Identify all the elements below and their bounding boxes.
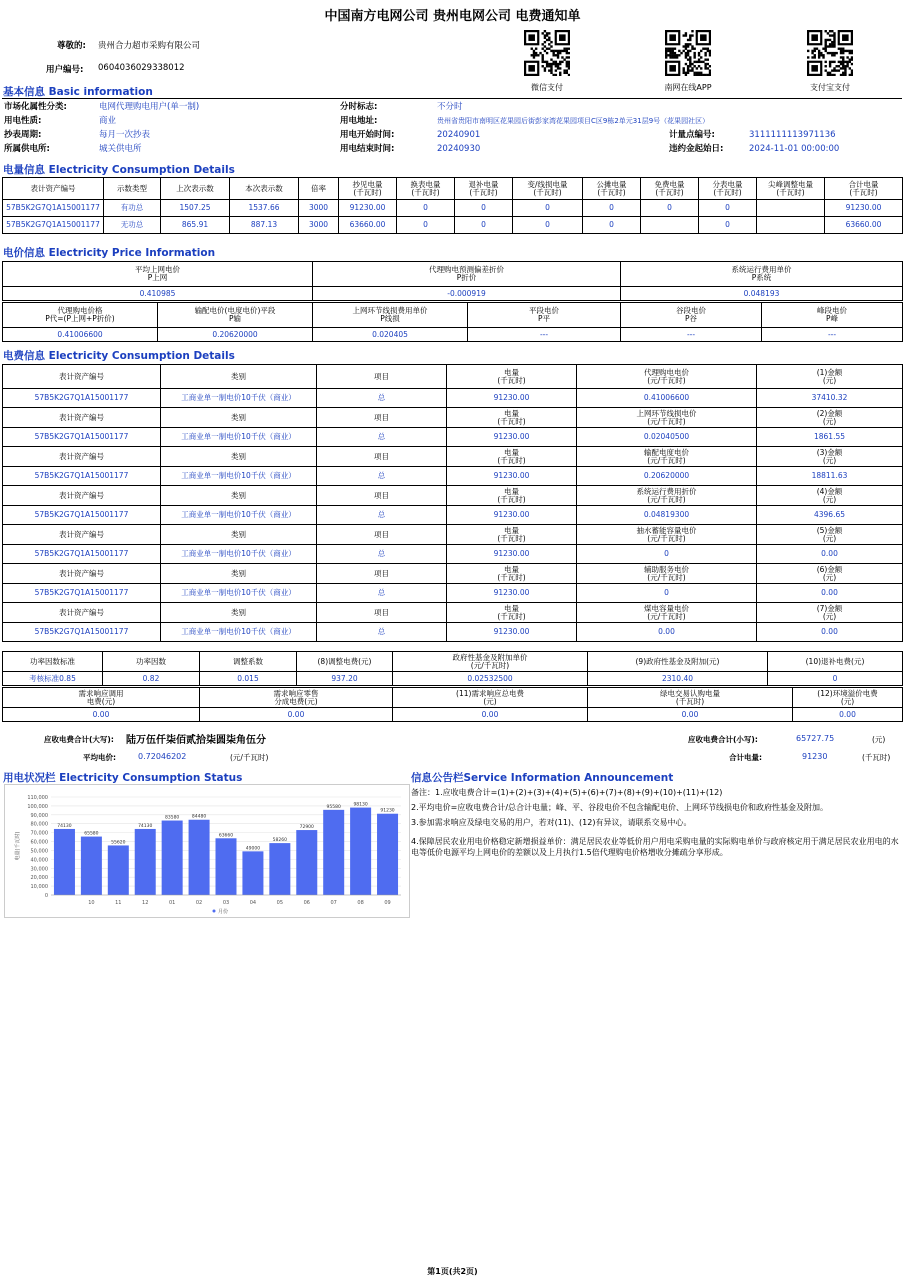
extra-value: 0.00 bbox=[588, 708, 793, 722]
chart-frame bbox=[4, 784, 410, 918]
extra-value: 0.00 bbox=[393, 708, 588, 722]
consumption-cell: 0 bbox=[513, 217, 583, 234]
price-label: 系统运行费用单价 P系统 bbox=[621, 262, 903, 287]
price-value: --- bbox=[762, 328, 903, 342]
consumption-cell: 91230.00 bbox=[825, 200, 903, 217]
fee-meter: 57B5K2G7Q1A15001177 bbox=[3, 545, 161, 564]
fee-col-header: 表计资产编号 bbox=[3, 408, 161, 428]
fee-price-header: 煤电容量电价 (元/千瓦时) bbox=[577, 603, 757, 623]
y-tick-label: 10,000 bbox=[30, 884, 48, 891]
fees-header: 电费信息 Electricity Consumption Details bbox=[3, 350, 235, 362]
note-1: 备注：1.应收电费合计=(1)+(2)+(3)+(4)+(5)+(6)+(7)+(8)+(9)+(10)+(11)+(12) bbox=[411, 788, 723, 797]
extra-label: 需求响应调用 电费(元) bbox=[3, 688, 200, 708]
fee-price-header: 输配电度电价 (元/千瓦时) bbox=[577, 447, 757, 467]
fee-amount-header: (2)金额 (元) bbox=[757, 408, 903, 428]
consumption-cell: 0 bbox=[455, 200, 513, 217]
fee-category: 工商业单一制电价10千伏（商业） bbox=[161, 506, 317, 525]
consumption-cell: 1537.66 bbox=[230, 200, 299, 217]
consumption-col-header: 抄见电量 (千瓦时) bbox=[339, 178, 397, 200]
price-value: -0.000919 bbox=[313, 287, 621, 301]
price-value: 0.410985 bbox=[3, 287, 313, 301]
table-row bbox=[3, 389, 903, 408]
fee-amount-header: (3)金额 (元) bbox=[757, 447, 903, 467]
x-tick-label: 06 bbox=[303, 900, 310, 906]
fee-amount: 37410.32 bbox=[757, 389, 903, 408]
y-axis-label: 电量(千瓦时) bbox=[15, 831, 21, 861]
extra-value: 考核标准0.85 bbox=[3, 672, 103, 686]
total-upper-value: 陆万伍仟柒佰贰拾柒圆柒角伍分 bbox=[126, 735, 266, 746]
consumption-col-header: 退补电量 (千瓦时) bbox=[455, 178, 513, 200]
consumption-col-header: 换表电量 (千瓦时) bbox=[397, 178, 455, 200]
consumption-cell: 57B5K2G7Q1A15001177 bbox=[3, 200, 104, 217]
avg-price-unit: (元/千瓦时) bbox=[230, 753, 269, 762]
bar-value-label: 84480 bbox=[191, 814, 207, 820]
penalty-date-label: 违约金起始日: bbox=[669, 144, 724, 154]
y-tick-label: 70,000 bbox=[30, 830, 48, 837]
extra-label: 调整系数 bbox=[200, 652, 297, 672]
consumption-cell: 63660.00 bbox=[339, 217, 397, 234]
price-value: 0.020405 bbox=[313, 328, 468, 342]
price-label: 上网环节线损费用单价 P线损 bbox=[313, 303, 468, 328]
y-tick-label: 40,000 bbox=[30, 857, 48, 864]
x-tick-label: 02 bbox=[195, 900, 203, 906]
fees-table bbox=[2, 364, 903, 642]
fee-category: 工商业单一制电价10千伏（商业） bbox=[161, 545, 317, 564]
basic-info-header: 基本信息 Basic information bbox=[3, 86, 153, 98]
table-row bbox=[3, 506, 903, 525]
total-upper-label: 应收电费合计(大写): bbox=[44, 735, 114, 744]
consumption-cell: 1507.25 bbox=[161, 200, 230, 217]
announce-notes bbox=[411, 787, 901, 858]
announce-header: 信息公告栏Service Information Announcement bbox=[411, 772, 674, 784]
note-2: 2.平均电价=应收电费合计/总合计电量；峰、平、谷段电价不包含输配电价、上网环节线损电价和政府性基金及附加。 bbox=[411, 803, 829, 812]
price-label: 输配电价(电度电价)平段 P输 bbox=[158, 303, 313, 328]
consumption-cell: 57B5K2G7Q1A15001177 bbox=[3, 217, 104, 234]
bar bbox=[189, 820, 210, 895]
consumption-col-header: 合计电量 (千瓦时) bbox=[825, 178, 903, 200]
fee-col-header: 类别 bbox=[161, 564, 317, 584]
fee-meter: 57B5K2G7Q1A15001177 bbox=[3, 584, 161, 603]
consumption-cell: 0 bbox=[583, 217, 641, 234]
fee-col-header: 电量 (千瓦时) bbox=[447, 365, 577, 389]
fee-col-header: 表计资产编号 bbox=[3, 486, 161, 506]
consumption-col-header: 免费电量 (千瓦时) bbox=[641, 178, 699, 200]
page-footer: 第1页(共2页) bbox=[427, 1267, 478, 1276]
fee-amount-header: (1)金额 (元) bbox=[757, 365, 903, 389]
y-tick-label: 110,000 bbox=[27, 795, 48, 801]
fee-item: 总 bbox=[317, 545, 447, 564]
extra-label: (10)退补电费(元) bbox=[768, 652, 903, 672]
price-table-top bbox=[2, 261, 903, 301]
consumption-cell bbox=[757, 200, 825, 217]
fee-amount-header: (7)金额 (元) bbox=[757, 603, 903, 623]
total-kwh-value: 91230 bbox=[802, 752, 828, 761]
bar-value-label: 95580 bbox=[326, 804, 341, 810]
extra-label: 绿电交易认购电量 (千瓦时) bbox=[588, 688, 793, 708]
bar-value-label: 58260 bbox=[272, 838, 288, 844]
fee-col-header: 类别 bbox=[161, 603, 317, 623]
y-tick-label: 100,000 bbox=[27, 803, 48, 810]
qr-caption-alipay: 支付宝支付 bbox=[810, 83, 850, 92]
bar bbox=[269, 843, 290, 895]
fee-amount: 18811.63 bbox=[757, 467, 903, 486]
extra-value: 0.02532500 bbox=[393, 672, 588, 686]
qr-caption-wechat: 微信支付 bbox=[531, 83, 563, 92]
table-row bbox=[3, 200, 903, 217]
extra-value: 2310.40 bbox=[588, 672, 768, 686]
avg-price-value: 0.72046202 bbox=[138, 752, 187, 761]
usage-type-value: 商业 bbox=[99, 116, 117, 126]
consumption-cell: 3000 bbox=[299, 200, 339, 217]
qr-caption-app: 南网在线APP bbox=[664, 83, 712, 92]
status-header: 用电状况栏 Electricity Consumption Status bbox=[3, 772, 243, 784]
extra-label: 功率因数标准 bbox=[3, 652, 103, 672]
consumption-cell: 0 bbox=[699, 217, 757, 234]
price-value: --- bbox=[468, 328, 621, 342]
bar bbox=[108, 845, 129, 895]
consumption-col-header: 上次表示数 bbox=[161, 178, 230, 200]
price-label: 谷段电价 P谷 bbox=[621, 303, 762, 328]
fee-col-header: 项目 bbox=[317, 603, 447, 623]
bar bbox=[242, 851, 263, 895]
fee-amount: 0.00 bbox=[757, 545, 903, 564]
fee-col-header: 项目 bbox=[317, 564, 447, 584]
table-row bbox=[3, 428, 903, 447]
fee-col-header: 电量 (千瓦时) bbox=[447, 486, 577, 506]
fee-col-header: 表计资产编号 bbox=[3, 603, 161, 623]
fee-col-header: 类别 bbox=[161, 408, 317, 428]
consumption-cell: 0 bbox=[397, 200, 455, 217]
fee-item: 总 bbox=[317, 389, 447, 408]
fee-col-header: 电量 (千瓦时) bbox=[447, 408, 577, 428]
fee-amount-header: (4)金额 (元) bbox=[757, 486, 903, 506]
bar-value-label: 55620 bbox=[111, 840, 126, 846]
bar-value-label: 74130 bbox=[138, 823, 153, 829]
divider bbox=[2, 98, 902, 99]
fee-price: 0.04819300 bbox=[577, 506, 757, 525]
wechat-pay-qr-icon[interactable] bbox=[524, 30, 570, 76]
consumption-cell: 91230.00 bbox=[339, 200, 397, 217]
basic-info-right bbox=[338, 100, 898, 156]
fee-category: 工商业单一制电价10千伏（商业） bbox=[161, 623, 317, 642]
bar-value-label: 63660 bbox=[218, 833, 234, 839]
bar-value-label: 72900 bbox=[299, 825, 314, 831]
x-tick-label: 10 bbox=[88, 900, 95, 906]
table-row bbox=[3, 217, 903, 234]
fee-amount: 0.00 bbox=[757, 584, 903, 603]
station-value: 城关供电所 bbox=[99, 144, 142, 154]
end-time-label: 用电结束时间: bbox=[340, 144, 395, 154]
address-label: 用电地址: bbox=[340, 116, 378, 126]
fee-amount: 1861.55 bbox=[757, 428, 903, 447]
fee-amount: 0.00 bbox=[757, 623, 903, 642]
consumption-col-header: 变/线损电量 (千瓦时) bbox=[513, 178, 583, 200]
consumption-cell: 887.13 bbox=[230, 217, 299, 234]
fee-col-header: 项目 bbox=[317, 447, 447, 467]
price-label: 代理购电预测偏差折价 P折价 bbox=[313, 262, 621, 287]
fee-price-header: 辅助服务电价 (元/千瓦时) bbox=[577, 564, 757, 584]
fee-kwh: 91230.00 bbox=[447, 545, 577, 564]
extra-label: (12)环境溢价电费 (元) bbox=[793, 688, 903, 708]
price-value: 0.41006600 bbox=[3, 328, 158, 342]
reading-cycle-value: 每月一次抄表 bbox=[99, 130, 151, 140]
consumption-cell: 0 bbox=[513, 200, 583, 217]
extra-value: 0.82 bbox=[103, 672, 200, 686]
fee-price: 0.02040500 bbox=[577, 428, 757, 447]
fee-price-header: 系统运行费用折价 (元/千瓦时) bbox=[577, 486, 757, 506]
customer-label: 尊敬的: bbox=[57, 41, 86, 51]
consumption-cell: 3000 bbox=[299, 217, 339, 234]
consumption-cell bbox=[641, 217, 699, 234]
fee-item: 总 bbox=[317, 467, 447, 486]
fee-price: 0 bbox=[577, 584, 757, 603]
consumption-col-header: 公摊电量 (千瓦时) bbox=[583, 178, 641, 200]
extra-value: 0.00 bbox=[200, 708, 393, 722]
fee-category: 工商业单一制电价10千伏（商业） bbox=[161, 428, 317, 447]
fee-col-header: 表计资产编号 bbox=[3, 525, 161, 545]
csg-app-qr-icon[interactable] bbox=[665, 30, 711, 76]
customer-name: 贵州合力超市采购有限公司 bbox=[98, 41, 201, 51]
fee-price: 0 bbox=[577, 545, 757, 564]
consumption-col-header: 本次表示数 bbox=[230, 178, 299, 200]
consumption-cell: 0 bbox=[699, 200, 757, 217]
extra-label: (11)需求响应总电费 (元) bbox=[393, 688, 588, 708]
fee-col-header: 类别 bbox=[161, 525, 317, 545]
note-4: 4.保障居民农业用电价格稳定新增损益单价：满足居民农业等低价用户用电采购电量的实际购电单价与政府核定用于满足居民农业用电的水电等低价电源平均上网电价的差额以及上月执行1.5倍代理购电价格增收分摊疏分享形成。 bbox=[411, 837, 899, 857]
x-tick-label: 05 bbox=[276, 900, 284, 906]
attr-class-label: 市场化属性分类: bbox=[4, 102, 67, 112]
address-value: 贵州省贵阳市南明区花果园后街彭家湾花果园项目C区9栋2单元31层9号（花果园社区） bbox=[437, 117, 710, 125]
bar-value-label: 65580 bbox=[84, 831, 99, 837]
fee-col-header: 电量 (千瓦时) bbox=[447, 603, 577, 623]
bar bbox=[350, 808, 371, 895]
x-axis-label: 月份 bbox=[218, 909, 229, 915]
consumption-cell: 无功总 bbox=[104, 217, 161, 234]
end-time-value: 20240930 bbox=[437, 144, 481, 154]
fee-meter: 57B5K2G7Q1A15001177 bbox=[3, 428, 161, 447]
extra-label: 需求响应零售 分成电费(元) bbox=[200, 688, 393, 708]
y-tick-label: 90,000 bbox=[30, 812, 48, 819]
consumption-cell: 63660.00 bbox=[825, 217, 903, 234]
fee-price: 0.20620000 bbox=[577, 467, 757, 486]
fee-col-header: 电量 (千瓦时) bbox=[447, 447, 577, 467]
consumption-cell: 0 bbox=[583, 200, 641, 217]
x-tick-label: 08 bbox=[357, 900, 364, 906]
price-table-bottom bbox=[2, 302, 903, 342]
fee-col-header: 表计资产编号 bbox=[3, 447, 161, 467]
meter-point-label: 计量点编号: bbox=[669, 130, 715, 140]
x-tick-label: 04 bbox=[249, 900, 257, 906]
fee-amount-header: (5)金额 (元) bbox=[757, 525, 903, 545]
extra-value: 937.20 bbox=[297, 672, 393, 686]
fee-meter: 57B5K2G7Q1A15001177 bbox=[3, 506, 161, 525]
user-id-label: 用户编号: bbox=[46, 65, 84, 75]
fee-col-header: 电量 (千瓦时) bbox=[447, 564, 577, 584]
avg-price-label: 平均电价: bbox=[83, 753, 116, 762]
meter-point-value: 3111111113971136 bbox=[749, 130, 836, 140]
fee-price: 0.00 bbox=[577, 623, 757, 642]
basic-info-left bbox=[2, 100, 342, 156]
fee-meter: 57B5K2G7Q1A15001177 bbox=[3, 623, 161, 642]
extra-value: 0.015 bbox=[200, 672, 297, 686]
bar bbox=[323, 810, 344, 895]
total-lower-unit: (元) bbox=[872, 735, 886, 744]
consumption-table bbox=[2, 177, 903, 234]
consumption-col-header: 示数类型 bbox=[104, 178, 161, 200]
total-kwh-unit: (千瓦时) bbox=[862, 753, 891, 762]
bar bbox=[296, 830, 317, 895]
fee-price-header: 代理购电电价 (元/千瓦时) bbox=[577, 365, 757, 389]
fee-price-header: 抽水蓄能容量电价 (元/千瓦时) bbox=[577, 525, 757, 545]
station-label: 所属供电所: bbox=[4, 144, 50, 154]
total-lower-label: 应收电费合计(小写): bbox=[688, 735, 758, 744]
fee-category: 工商业单一制电价10千伏（商业） bbox=[161, 467, 317, 486]
x-tick-label: 07 bbox=[330, 900, 337, 906]
price-value: 0.048193 bbox=[621, 287, 903, 301]
price-label: 峰段电价 P峰 bbox=[762, 303, 903, 328]
price-value: 0.20620000 bbox=[158, 328, 313, 342]
consumption-col-header: 倍率 bbox=[299, 178, 339, 200]
consumption-col-header: 分表电量 (千瓦时) bbox=[699, 178, 757, 200]
fee-meter: 57B5K2G7Q1A15001177 bbox=[3, 467, 161, 486]
penalty-date-value: 2024-11-01 00:00:00 bbox=[749, 144, 840, 154]
start-time-value: 20240901 bbox=[437, 130, 481, 140]
extra-value: 0 bbox=[768, 672, 903, 686]
extra-value: 0.00 bbox=[3, 708, 200, 722]
total-kwh-label: 合计电量: bbox=[729, 753, 762, 762]
consumption-col-header: 尖峰调整电量 (千瓦时) bbox=[757, 178, 825, 200]
extra-label: (9)政府性基金及附加(元) bbox=[588, 652, 768, 672]
fee-kwh: 91230.00 bbox=[447, 428, 577, 447]
page-title: 中国南方电网公司 贵州电网公司 电费通知单 bbox=[324, 9, 581, 24]
price-label: 平段电价 P平 bbox=[468, 303, 621, 328]
extra-value: 0.00 bbox=[793, 708, 903, 722]
extra-label: 政府性基金及附加单价 (元/千瓦时) bbox=[393, 652, 588, 672]
x-tick-label: 03 bbox=[222, 900, 230, 906]
fee-item: 总 bbox=[317, 584, 447, 603]
reading-cycle-label: 抄表周期: bbox=[4, 130, 42, 140]
consumption-cell: 有功总 bbox=[104, 200, 161, 217]
extra-label: (8)调整电费(元) bbox=[297, 652, 393, 672]
fee-item: 总 bbox=[317, 623, 447, 642]
bar-value-label: 74130 bbox=[57, 823, 72, 829]
y-tick-label: 60,000 bbox=[30, 839, 48, 846]
y-tick-label: 30,000 bbox=[30, 866, 48, 873]
consumption-header: 电量信息 Electricity Consumption Details bbox=[3, 164, 235, 176]
usage-type-label: 用电性质: bbox=[4, 116, 42, 126]
fee-col-header: 类别 bbox=[161, 486, 317, 506]
bar bbox=[135, 829, 156, 895]
consumption-cell: 0 bbox=[455, 217, 513, 234]
y-tick-label: 50,000 bbox=[30, 848, 48, 855]
fee-col-header: 项目 bbox=[317, 525, 447, 545]
fee-item: 总 bbox=[317, 428, 447, 447]
attr-class-value: 电网代理购电用户(单一制) bbox=[99, 102, 200, 112]
fee-col-header: 项目 bbox=[317, 486, 447, 506]
user-id: 0604036029338012 bbox=[98, 63, 185, 73]
bar-value-label: 98130 bbox=[353, 802, 368, 808]
table-row bbox=[3, 584, 903, 603]
y-tick-label: 0 bbox=[44, 893, 48, 899]
price-label: 平均上网电价 P上网 bbox=[3, 262, 313, 287]
x-tick-label: 12 bbox=[142, 900, 149, 906]
bar-value-label: 83580 bbox=[164, 815, 180, 821]
bar bbox=[81, 837, 102, 895]
fee-col-header: 电量 (千瓦时) bbox=[447, 525, 577, 545]
fee-col-header: 类别 bbox=[161, 447, 317, 467]
consumption-cell bbox=[757, 217, 825, 234]
fee-col-header: 表计资产编号 bbox=[3, 365, 161, 389]
tou-label: 分时标志: bbox=[340, 102, 378, 112]
table-row bbox=[3, 545, 903, 564]
consumption-col-header: 表计资产编号 bbox=[3, 178, 104, 200]
fee-item: 总 bbox=[317, 506, 447, 525]
fee-meter: 57B5K2G7Q1A15001177 bbox=[3, 389, 161, 408]
price-header: 电价信息 Electricity Price Information bbox=[3, 247, 216, 259]
tou-value: 不分时 bbox=[437, 102, 463, 112]
table-row bbox=[3, 467, 903, 486]
fee-price-header: 上网环节线损电价 (元/千瓦时) bbox=[577, 408, 757, 428]
x-tick-label: 09 bbox=[384, 900, 391, 906]
fee-col-header: 项目 bbox=[317, 365, 447, 389]
bar bbox=[216, 838, 237, 895]
consumption-cell: 0 bbox=[397, 217, 455, 234]
price-label: 代理购电价格 P代=(P上网+P折价) bbox=[3, 303, 158, 328]
note-3: 3.参加需求响应及绿电交易的用户，若对(11)、(12)有异议，请联系交易中心。 bbox=[411, 818, 692, 827]
fees-extra-2 bbox=[2, 687, 903, 722]
fee-col-header: 类别 bbox=[161, 365, 317, 389]
consumption-chart bbox=[5, 785, 409, 917]
fee-kwh: 91230.00 bbox=[447, 389, 577, 408]
fee-amount: 4396.65 bbox=[757, 506, 903, 525]
bar bbox=[377, 814, 398, 895]
y-tick-label: 20,000 bbox=[30, 875, 48, 882]
fee-col-header: 表计资产编号 bbox=[3, 564, 161, 584]
legend-marker bbox=[213, 910, 216, 913]
x-tick-label: 11 bbox=[115, 900, 122, 906]
bar bbox=[54, 829, 75, 895]
price-value: --- bbox=[621, 328, 762, 342]
fee-kwh: 91230.00 bbox=[447, 467, 577, 486]
fee-kwh: 91230.00 bbox=[447, 584, 577, 603]
consumption-cell: 865.91 bbox=[161, 217, 230, 234]
fee-col-header: 项目 bbox=[317, 408, 447, 428]
fee-kwh: 91230.00 bbox=[447, 623, 577, 642]
alipay-qr-icon[interactable] bbox=[807, 30, 853, 76]
y-tick-label: 80,000 bbox=[30, 821, 48, 828]
x-tick-label: 01 bbox=[168, 900, 176, 906]
fee-category: 工商业单一制电价10千伏（商业） bbox=[161, 389, 317, 408]
fee-category: 工商业单一制电价10千伏（商业） bbox=[161, 584, 317, 603]
extra-label: 功率因数 bbox=[103, 652, 200, 672]
fee-price: 0.41006600 bbox=[577, 389, 757, 408]
bar bbox=[162, 821, 183, 895]
total-lower-value: 65727.75 bbox=[796, 734, 835, 743]
fee-kwh: 91230.00 bbox=[447, 506, 577, 525]
consumption-cell: 0 bbox=[641, 200, 699, 217]
start-time-label: 用电开始时间: bbox=[340, 130, 395, 140]
bar-value-label: 91230 bbox=[380, 808, 395, 814]
table-row bbox=[3, 623, 903, 642]
fees-extra-1 bbox=[2, 651, 903, 686]
bar-value-label: 49000 bbox=[245, 846, 261, 852]
fee-amount-header: (6)金额 (元) bbox=[757, 564, 903, 584]
